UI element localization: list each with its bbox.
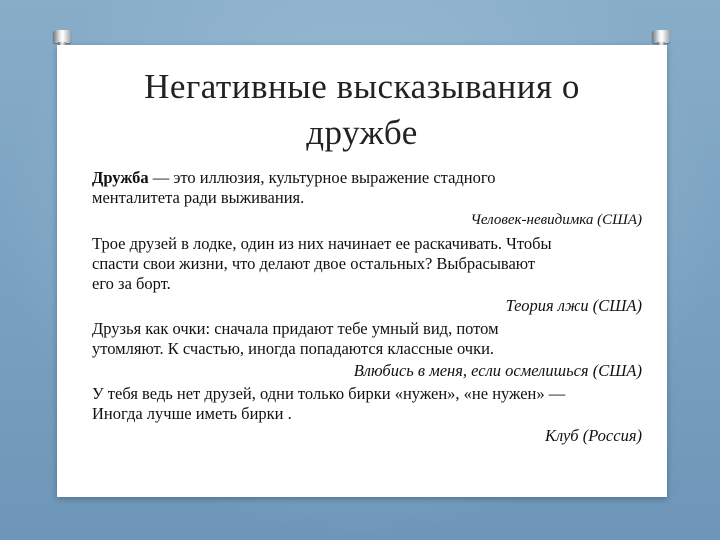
slide-title xyxy=(57,64,667,156)
quote-text: Трое друзей в лодке, один из них начинает ее раскачивать. Чтобы xyxy=(92,234,552,253)
quote-text: У тебя ведь нет друзей, одни только бирки «нужен», «не нужен» — xyxy=(92,384,566,403)
quote-text: Иногда лучше иметь бирки . xyxy=(92,404,292,423)
quote-source: Влюбись в меня, если осмелишься (США) xyxy=(353,361,642,380)
quotes-list xyxy=(92,168,642,449)
quote-4 xyxy=(92,384,642,424)
title-line-1: Негативные высказывания о xyxy=(144,67,580,106)
quote-3 xyxy=(92,319,642,359)
quote-source: Человек-невидимка (США) xyxy=(470,212,642,228)
quote-source: Теория лжи (США) xyxy=(505,296,642,315)
title-line-2: дружбе xyxy=(306,113,418,152)
quote-text: менталитета ради выживания. xyxy=(92,188,305,207)
quote-text: его за борт. xyxy=(92,274,171,293)
quote-1 xyxy=(92,168,642,208)
quote-text: Друзья как очки: сначала придают тебе умный вид, потом xyxy=(92,319,499,338)
quote-2 xyxy=(92,234,642,294)
quote-text: утомляют. К счастью, иногда попадаются классные очки. xyxy=(92,339,495,358)
quote-text: — это иллюзия, культурное выражение стадного xyxy=(148,168,496,187)
quote-source: Клуб (Россия) xyxy=(545,426,642,445)
quote-lead-word: Дружба xyxy=(92,168,149,187)
quote-text: спасти свои жизни, что делают двое остальных? Выбрасывают xyxy=(92,254,536,273)
